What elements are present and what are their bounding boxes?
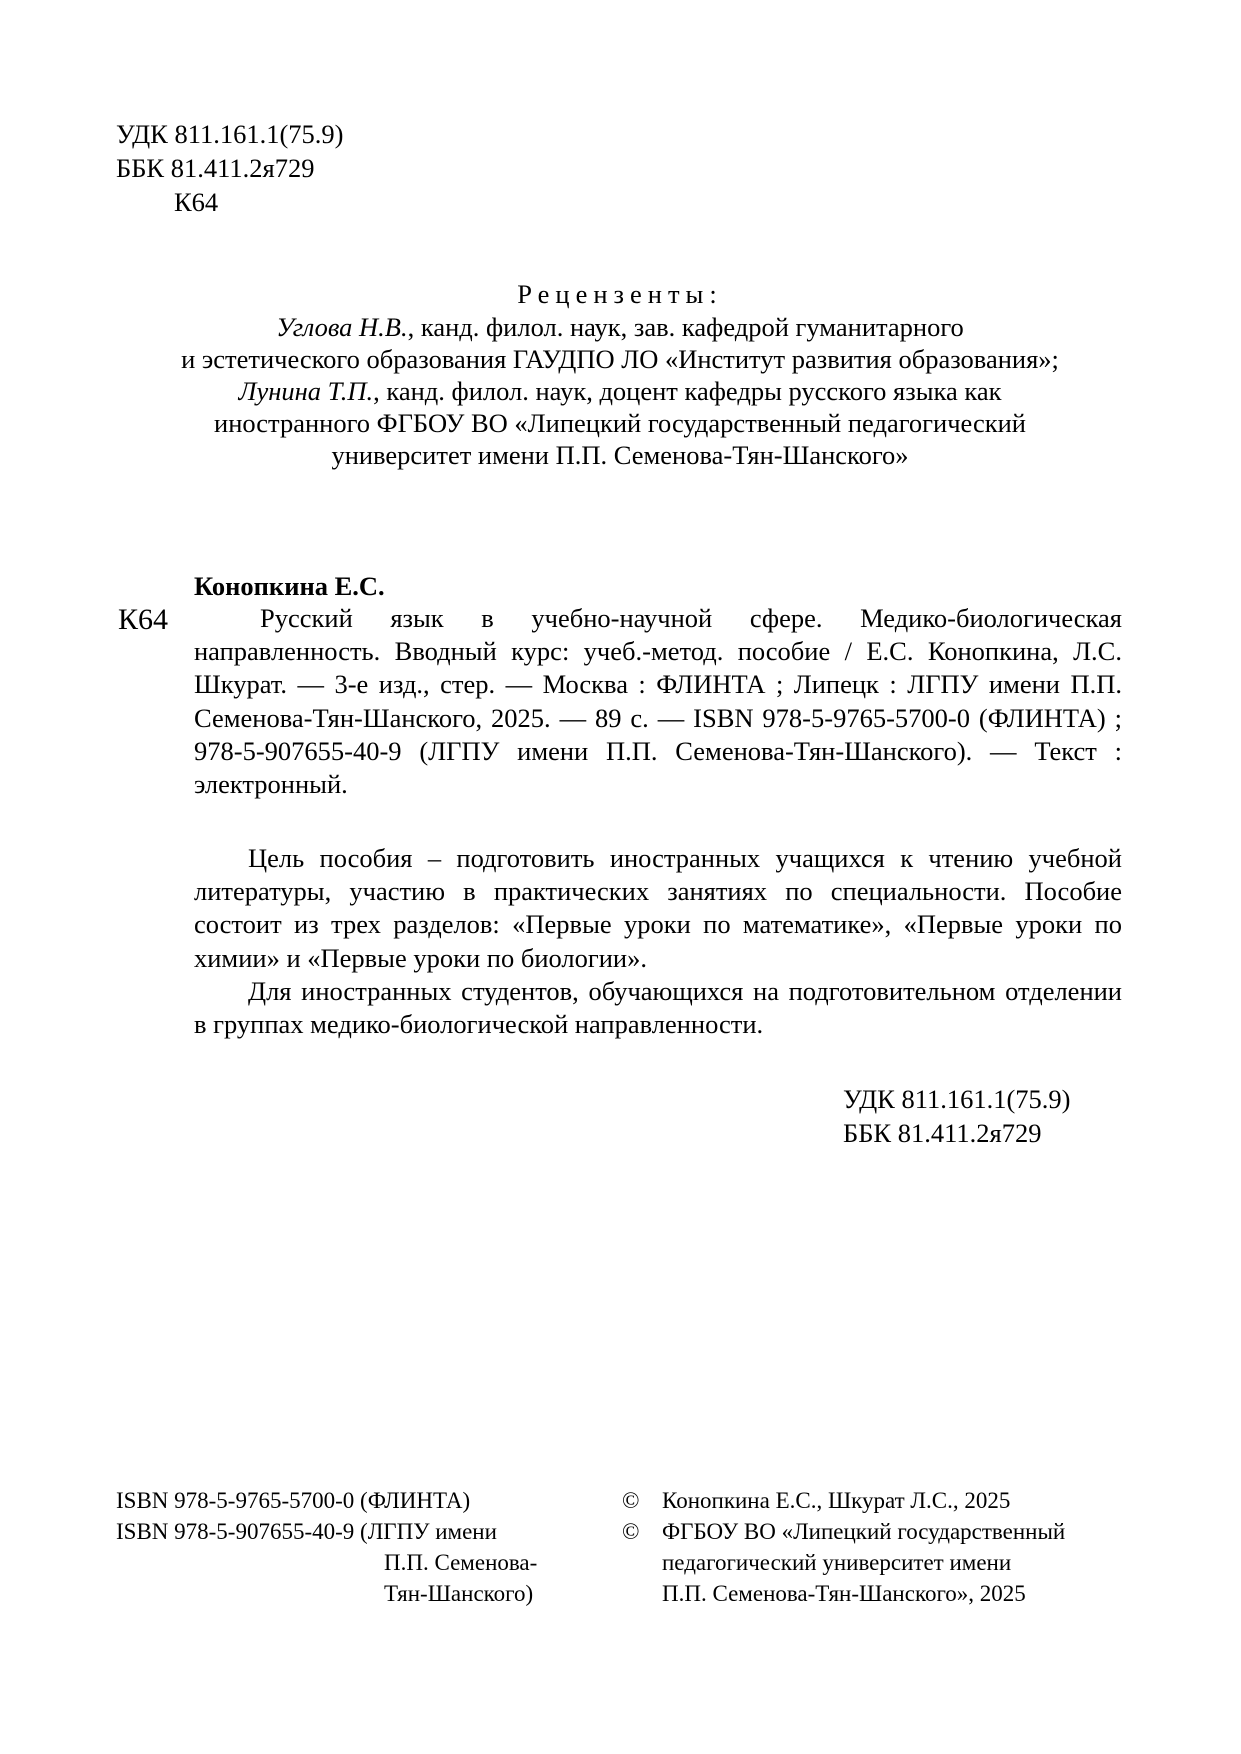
copyright-university-line-3: П.П. Семенова-Тян-Шанского», 2025 xyxy=(662,1581,1026,1606)
reviewer-2-line-2: иностранного ФГБОУ ВО «Липецкий государственный педагогический xyxy=(214,408,1026,438)
isbn-block xyxy=(116,1485,537,1609)
isbn-lgpu-cont-1: П.П. Семенова- xyxy=(384,1550,538,1575)
annotation-paragraph-2: Для иностранных студентов, обучающихся на подготовительном отделении в группах медико-биологической направленности. xyxy=(194,975,1122,1040)
author-sign-top: К64 xyxy=(174,187,219,217)
copyright-icon: © xyxy=(622,1488,640,1513)
reviewer-1-position: , канд. филол. наук, зав. кафедрой гуманитарного xyxy=(407,312,964,342)
udk-code-bottom: УДК 811.161.1(75.9) xyxy=(843,1084,1071,1114)
reviewer-1-line-1 xyxy=(120,311,1120,343)
isbn-lgpu: ISBN 978-5-907655-40-9 (ЛГПУ имени xyxy=(116,1519,497,1544)
annotation xyxy=(194,842,1122,1041)
reviewers-block xyxy=(120,278,1120,471)
copyright-icon: © xyxy=(622,1519,640,1544)
reviewer-2-line-3: университет имени П.П. Семенова-Тян-Шанского» xyxy=(331,440,909,470)
reviewer-1-line-2: и эстетического образования ГАУДПО ЛО «Институт развития образования»; xyxy=(181,344,1059,374)
copyright-entry-university xyxy=(622,1516,1065,1609)
bbk-code-bottom: ББК 81.411.2я729 xyxy=(843,1118,1042,1148)
copyright-authors: Конопкина Е.С., Шкурат Л.С., 2025 xyxy=(662,1488,1011,1513)
copyright-university-line-1: ФГБОУ ВО «Липецкий государственный xyxy=(662,1519,1066,1544)
bibliographic-record: Русский язык в учебно-научной сфере. Медико-биологическая направленность. Вводный курс: учеб.-метод. пособие / Е.С. Конопкина, Л.С. Шкурат. — 3-е изд., стер. — Москва : ФЛИНТА ; Липецк : ЛГПУ имени П.П. Семенова-Тян-Шанского, 2025. — 89 с. — ISBN 978-5-9765-5700-0 (ФЛИНТА) ; 978-5-907655-40-9 (ЛГПУ имени П.П. Семенова-Тян-Шанского). — Текст : электронный. xyxy=(194,603,1122,800)
copyright-university-line-2: педагогический университет имени xyxy=(662,1550,1012,1575)
reviewer-2-name: Лунина Т.П. xyxy=(238,376,374,406)
reviewer-2-position: , канд. филол. наук, доцент кафедры русского языка как xyxy=(373,376,1002,406)
bbk-code-top: ББК 81.411.2я729 xyxy=(116,153,315,183)
udk-code-top: УДК 811.161.1(75.9) xyxy=(116,119,344,149)
record-author-sign: К64 xyxy=(118,603,169,636)
reviewer-2-line-1 xyxy=(120,375,1120,407)
annotation-paragraph-1: Цель пособия – подготовить иностранных учащихся к чтению учебной литературы, участию в практических занятиях по специальности. Пособие состоит из трех разделов: «Первые уроки по математике», «Первые уроки по химии» и «Первые уроки по биологии». xyxy=(194,843,1122,973)
reviewer-1-name: Углова Н.В. xyxy=(276,312,408,342)
reviewers-title: Рецензенты: xyxy=(517,279,723,309)
isbn-flinta: ISBN 978-5-9765-5700-0 (ФЛИНТА) xyxy=(116,1488,471,1513)
isbn-lgpu-cont-2: Тян-Шанского) xyxy=(384,1581,534,1606)
copyright-entry-authors xyxy=(622,1485,1065,1516)
record-author: Конопкина Е.С. xyxy=(194,571,385,601)
copyright-block xyxy=(622,1485,1065,1609)
